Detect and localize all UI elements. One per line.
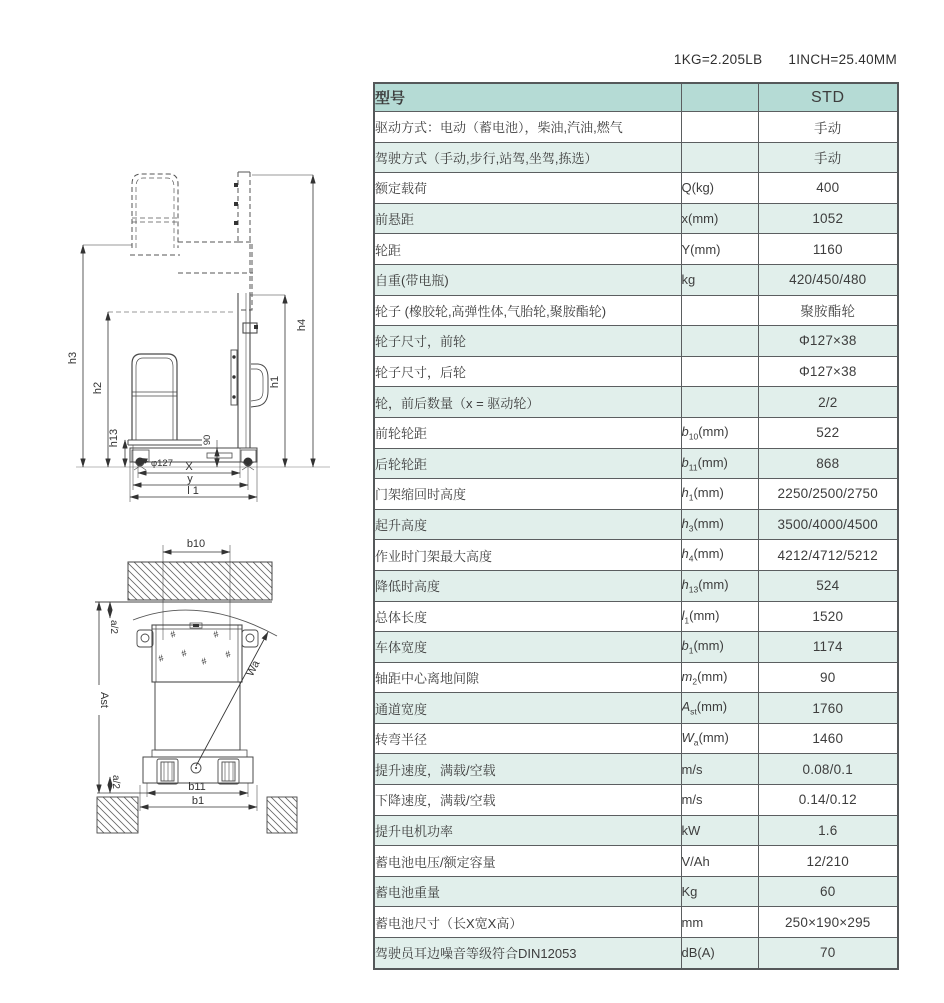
spec-label-cell: 后轮轮距 [374, 448, 681, 479]
spec-symbol-cell: $h_{13}(mm)$ [681, 570, 758, 601]
table-row [374, 723, 898, 754]
dim-label-b1: b1 [191, 795, 205, 807]
spec-label-cell: 蓄电池重量 [374, 876, 681, 907]
table-row [374, 295, 898, 326]
spec-value-cell: 1520 [758, 601, 898, 632]
pivot-point [195, 767, 197, 769]
spec-label-cell: 门架缩回时高度 [374, 479, 681, 510]
table-row [374, 479, 898, 510]
spec-symbol-cell [681, 142, 758, 173]
spec-value-cell: 70 [758, 938, 898, 969]
spec-value-cell: 12/210 [758, 846, 898, 877]
dim-label-b10: b10 [186, 538, 206, 550]
dim-label-h1: h1 [269, 375, 281, 389]
spec-symbol-cell: kW [681, 815, 758, 846]
floor-hash-marks [157, 629, 233, 667]
table-row [374, 693, 898, 724]
svg-text:#: # [156, 652, 166, 664]
table-row [374, 448, 898, 479]
spec-label-cell: 驱动方式：电动（蓄电池），柴油,汽油,燃气 [374, 112, 681, 143]
spec-label-cell: 轴距中心离地间隙 [374, 662, 681, 693]
spec-value-cell: 0.08/0.1 [758, 754, 898, 785]
dim-label-clearance: 90 [202, 434, 213, 446]
spec-symbol-cell: $h_4(mm)$ [681, 540, 758, 571]
table-row [374, 876, 898, 907]
dim-label-h13: h13 [108, 428, 120, 448]
spec-symbol-cell: Q(kg) [681, 173, 758, 204]
spec-label-cell: 提升电机功率 [374, 815, 681, 846]
spec-symbol-cell: $m_2(mm)$ [681, 662, 758, 693]
ground-line [76, 462, 330, 470]
table-row [374, 264, 898, 295]
spec-label-cell: 作业时门架最大高度 [374, 540, 681, 571]
inch-conversion: 1INCH=25.40MM [788, 52, 897, 67]
spec-label-cell: 下降速度，满载/空载 [374, 785, 681, 816]
spec-value-cell: 400 [758, 173, 898, 204]
spec-symbol-cell: $l_1(mm)$ [681, 601, 758, 632]
unit-conversion-note [500, 52, 897, 67]
raised-platform-dashed [130, 172, 253, 310]
spec-label-cell: 降低时高度 [374, 570, 681, 601]
table-row [374, 203, 898, 234]
dim-label-ast: Ast [98, 692, 110, 708]
dim-label-a2-bottom: a/2 [110, 775, 121, 789]
spec-label-cell: 轮，前后数量（x = 驱动轮） [374, 387, 681, 418]
spec-value-cell: 手动 [758, 112, 898, 143]
table-header-row [374, 83, 898, 112]
spec-value-cell: 3500/4000/4500 [758, 509, 898, 540]
spec-label-cell: 轮距 [374, 234, 681, 265]
backrest [231, 350, 237, 405]
spec-value-cell: 手动 [758, 142, 898, 173]
spec-label-cell: 轮子尺寸，后轮 [374, 356, 681, 387]
dim-label-l1: l 1 [187, 485, 199, 497]
table-row [374, 846, 898, 877]
platform-latch [193, 624, 199, 627]
table-row [374, 142, 898, 173]
top-view-drawing [60, 530, 360, 860]
spec-value-cell: 1460 [758, 723, 898, 754]
table-row [374, 234, 898, 265]
spec-symbol-cell: m/s [681, 754, 758, 785]
spec-symbol-cell: $h_3(mm)$ [681, 509, 758, 540]
spec-value-cell: 90 [758, 662, 898, 693]
spec-label-cell: 蓄电池电压/额定容量 [374, 846, 681, 877]
spec-label-cell: 前轮轮距 [374, 417, 681, 448]
table-row [374, 356, 898, 387]
table-row [374, 662, 898, 693]
spec-value-cell: 0.14/0.12 [758, 785, 898, 816]
spec-symbol-cell [681, 356, 758, 387]
side-lugs [137, 630, 258, 647]
spec-value-cell: Φ127×38 [758, 356, 898, 387]
tiller-handle [251, 364, 268, 407]
std-header-cell: STD [758, 83, 898, 112]
table-row [374, 907, 898, 938]
table-row [374, 112, 898, 143]
spec-symbol-cell: $A_{st}(mm)$ [681, 693, 758, 724]
spec-symbol-cell [681, 326, 758, 357]
spec-value-cell: 2/2 [758, 387, 898, 418]
spec-symbol-cell: $W_a(mm)$ [681, 723, 758, 754]
table-row [374, 509, 898, 540]
spec-label-cell: 通道宽度 [374, 693, 681, 724]
spec-value-cell: 1160 [758, 234, 898, 265]
carriage-clip [254, 325, 258, 329]
spec-label-cell: 总体长度 [374, 601, 681, 632]
rack-wall [128, 562, 272, 600]
kg-conversion: 1KG=2.205LB [673, 52, 763, 67]
svg-text:#: # [199, 655, 209, 667]
table-row [374, 387, 898, 418]
spec-label-cell: 蓄电池尺寸（长X宽X高） [374, 907, 681, 938]
spec-value-cell: 250×190×295 [758, 907, 898, 938]
spec-symbol-cell [681, 387, 758, 418]
spec-table [373, 82, 899, 970]
spec-value-cell: Φ127×38 [758, 326, 898, 357]
svg-text:#: # [168, 628, 178, 640]
spec-label-cell: 轮子尺寸，前轮 [374, 326, 681, 357]
spec-label-cell: 转弯半径 [374, 723, 681, 754]
spec-symbol-cell: $b_{11}(mm)$ [681, 448, 758, 479]
spec-symbol-cell: $h_1(mm)$ [681, 479, 758, 510]
dim-label-wheel-dia: φ127 [150, 458, 174, 469]
spec-symbol-cell: $b_{10}(mm)$ [681, 417, 758, 448]
table-row [374, 632, 898, 663]
spec-symbol-cell [681, 295, 758, 326]
dim-label-x: X [185, 461, 193, 473]
dim-label-a2-top: a/2 [108, 620, 119, 634]
table-row [374, 938, 898, 969]
guard-rail [132, 354, 177, 440]
dim-label-h2: h2 [92, 381, 104, 395]
spec-value-cell: 1174 [758, 632, 898, 663]
spec-symbol-cell: mm [681, 907, 758, 938]
model-header-cell: 型号 [374, 83, 681, 112]
spec-value-cell: 60 [758, 876, 898, 907]
table-row [374, 570, 898, 601]
table-row [374, 326, 898, 357]
spec-symbol-cell: $b_1(mm)$ [681, 632, 758, 663]
spec-value-cell: 1760 [758, 693, 898, 724]
spec-label-cell: 自重(带电瓶) [374, 264, 681, 295]
spec-label-cell: 驾驶方式（手动,步行,站驾,坐驾,拣选） [374, 142, 681, 173]
dim-label-h4: h4 [296, 318, 308, 332]
spec-symbol-cell: V/Ah [681, 846, 758, 877]
table-row [374, 785, 898, 816]
table-row [374, 417, 898, 448]
table-row [374, 540, 898, 571]
body-top-view [143, 682, 253, 783]
dim-label-y: y [187, 473, 193, 485]
dimensions [83, 175, 313, 502]
table-row [374, 601, 898, 632]
svg-text:#: # [179, 647, 189, 659]
spec-value-cell: 4212/4712/5212 [758, 540, 898, 571]
spec-symbol-cell: Y(mm) [681, 234, 758, 265]
spec-value-cell: 2250/2500/2750 [758, 479, 898, 510]
table-row [374, 173, 898, 204]
spec-value-cell: 868 [758, 448, 898, 479]
spec-value-cell: 1.6 [758, 815, 898, 846]
dim-label-h3: h3 [67, 351, 79, 365]
table-row [374, 815, 898, 846]
spec-symbol-cell: dB(A) [681, 938, 758, 969]
mast [238, 293, 257, 448]
spec-symbol-cell: m/s [681, 785, 758, 816]
spec-label-cell: 驾驶员耳边噪音等级符合DIN12053 [374, 938, 681, 969]
spec-label-cell: 额定载荷 [374, 173, 681, 204]
spec-label-cell: 车体宽度 [374, 632, 681, 663]
dim-label-wa: Wa [244, 658, 263, 679]
spec-symbol-cell: x(mm) [681, 203, 758, 234]
spec-label-cell: 前悬距 [374, 203, 681, 234]
spec-value-cell: 聚胺酯轮 [758, 295, 898, 326]
swing-arc [133, 610, 277, 636]
spec-value-cell: 524 [758, 570, 898, 601]
spec-value-cell: 1052 [758, 203, 898, 234]
svg-text:#: # [211, 628, 221, 640]
spec-symbol-cell: Kg [681, 876, 758, 907]
spec-symbol-cell [681, 112, 758, 143]
spec-symbol-cell: kg [681, 264, 758, 295]
dim-label-b11: b11 [188, 781, 206, 793]
front-wheel [136, 458, 145, 467]
svg-text:#: # [223, 648, 233, 660]
spec-value-cell: 522 [758, 417, 898, 448]
spec-label-cell: 起升高度 [374, 509, 681, 540]
spec-label-cell: 轮子 (橡胶轮,高弹性体,气胎轮,聚胺酯轮) [374, 295, 681, 326]
empty-header-cell [681, 83, 758, 112]
side-view-drawing [40, 140, 370, 515]
spec-label-cell: 提升速度，满载/空载 [374, 754, 681, 785]
table-row [374, 754, 898, 785]
mast-roller-marks [234, 183, 238, 225]
spec-value-cell: 420/450/480 [758, 264, 898, 295]
